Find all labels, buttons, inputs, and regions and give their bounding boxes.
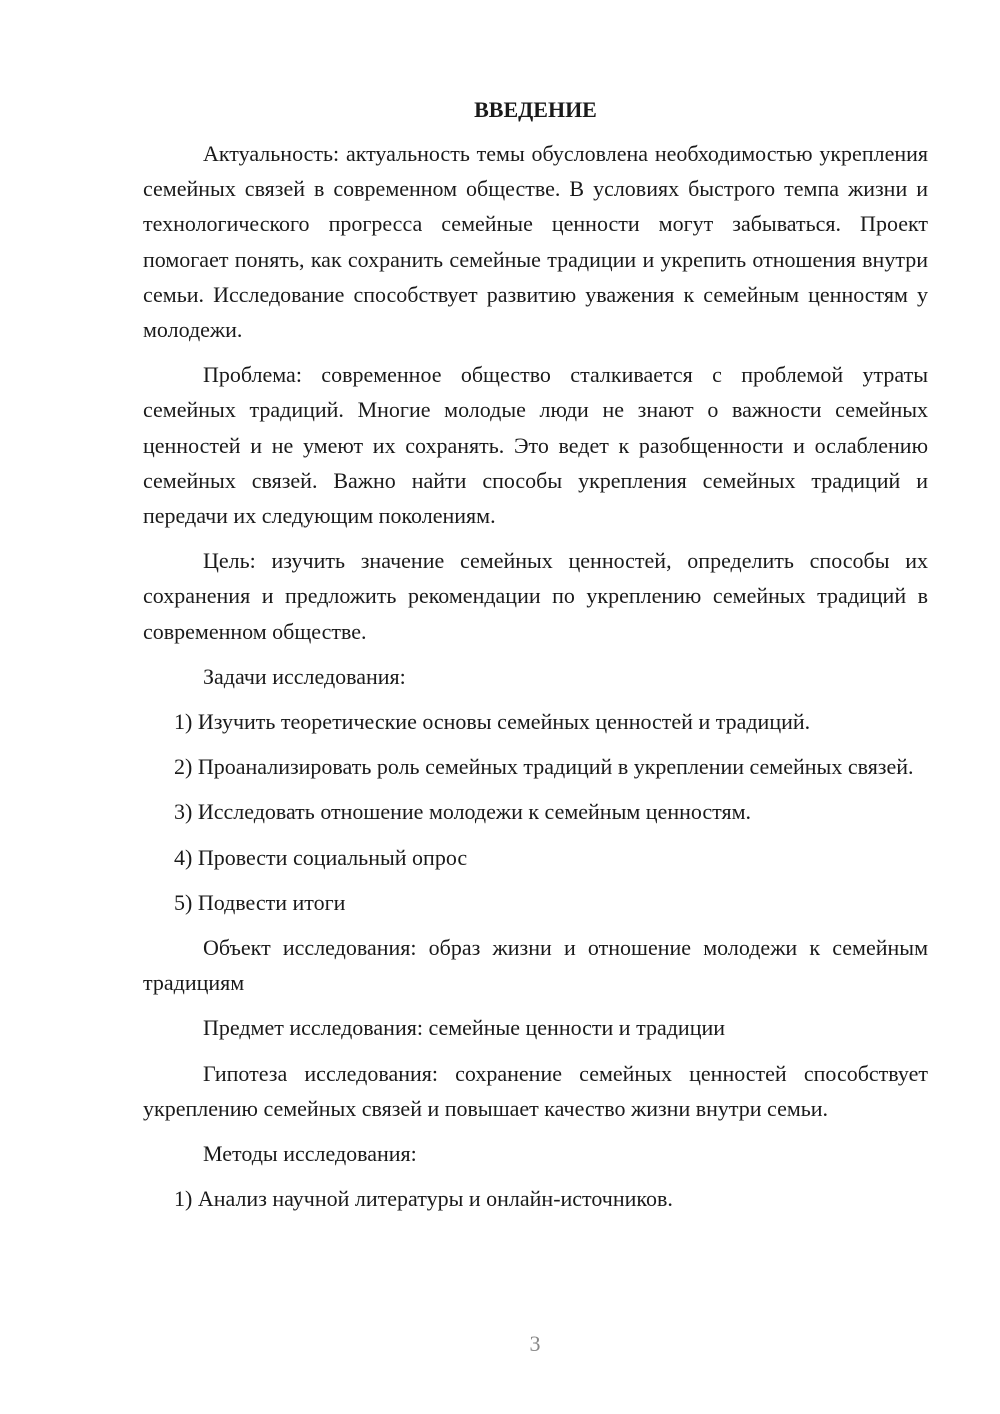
paragraph-object: Объект исследования: образ жизни и отношение молодежи к семейным традициям — [143, 935, 928, 996]
task-item-2: 2) Проанализировать роль семейных традиций в укреплении семейных связей. — [174, 754, 914, 780]
paragraph-subject: Предмет исследования: семейные ценности и традиции — [203, 1015, 726, 1041]
section-heading: ВВЕДЕНИЕ — [474, 97, 597, 122]
document-page — [143, 92, 928, 1226]
page-number: 3 — [529, 1331, 541, 1356]
methods-heading: Методы исследования: — [203, 1141, 417, 1167]
paragraph-goal: Цель: изучить значение семейных ценностей, определить способы их сохранения и предложить рекомендации по укреплению семейных традиций в современном обществе. — [143, 548, 928, 644]
task-item-5: 5) Подвести итоги — [174, 889, 346, 915]
paragraph-hypothesis: Гипотеза исследования: сохранение семейных ценностей способствует укреплению семейных связей и повышает качество жизни внутри семьи. — [143, 1060, 928, 1121]
paragraph-relevance: Актуальность: актуальность темы обусловлена необходимостью укрепления семейных связей в современном обществе. В условиях быстрого темпа жизни и технологического прогресса семейные ценности могут забываться. Проект помогает понять, как сохранить семейные традиции и укрепить отношения внутри семьи. Исследование способствует развитию уважения к семейным ценностям у молодежи. — [143, 141, 928, 343]
method-item-1: 1) Анализ научной литературы и онлайн-источников. — [174, 1186, 673, 1212]
task-item-1: 1) Изучить теоретические основы семейных ценностей и традиций. — [174, 709, 811, 735]
task-item-4: 4) Провести социальный опрос — [174, 844, 468, 870]
task-item-3: 3) Исследовать отношение молодежи к семейным ценностям. — [174, 799, 752, 825]
tasks-heading: Задачи исследования: — [203, 663, 406, 689]
paragraph-problem: Проблема: современное общество сталкивается с проблемой утраты семейных традиций. Многие молодые люди не знают о важности семейных ценностей и не умеют их сохранять. Это ведет к разобщенности и ослаблению семейных связей. Важно найти способы укрепления семейных традиций и передачи их следующим поколениям. — [143, 362, 928, 529]
